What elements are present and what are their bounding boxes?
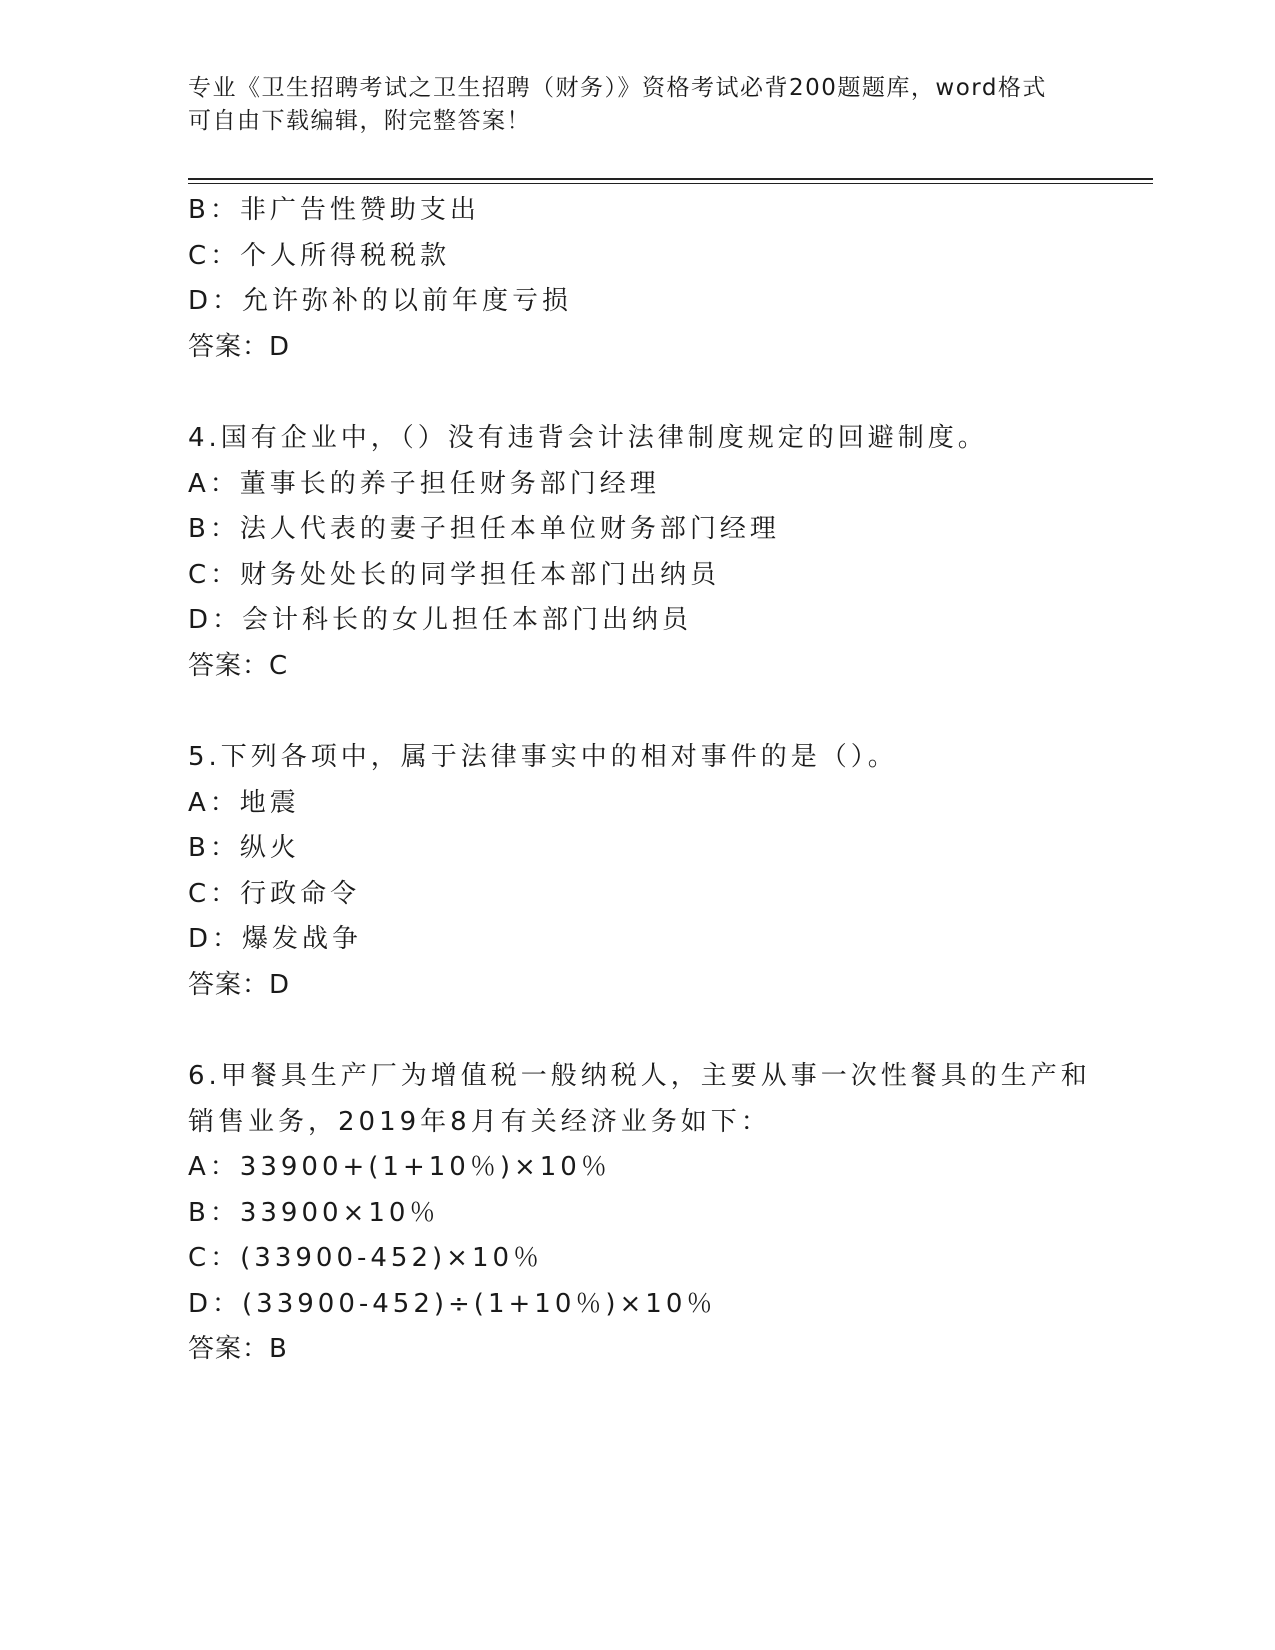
answer-line: 答案：B (188, 1334, 288, 1364)
question-5 (188, 735, 1088, 1008)
option-d: D：(33900-452)÷(1+10％)×10％ (188, 1288, 717, 1319)
question-6 (188, 1054, 1091, 1373)
option-a: A：董事长的养子担任财务部门经理 (188, 468, 660, 499)
answer-line: 答案：D (188, 331, 291, 362)
question-list (188, 188, 1091, 1373)
option-a: A：地震 (188, 787, 300, 818)
option-b: B：33900×10％ (188, 1197, 440, 1228)
option-b: B：纵火 (188, 833, 300, 863)
option-c: C：行政命令 (188, 878, 361, 909)
question-stem-line-2: 销售业务，2019年8月有关经济业务如下： (188, 1106, 771, 1137)
question-3-continued (188, 188, 1088, 370)
answer-line: 答案：C (188, 650, 289, 681)
option-b: B：法人代表的妻子担任本单位财务部门经理 (188, 514, 780, 544)
option-c: C：(33900-452)×10％ (188, 1243, 544, 1273)
page-header (188, 72, 1068, 138)
option-a: A：33900+(1+10％)×10％ (188, 1152, 611, 1182)
option-c: C：财务处处长的同学担任本部门出纳员 (188, 559, 721, 590)
header-divider-thin (188, 183, 1153, 184)
header-divider (188, 178, 1153, 180)
option-d: D：爆发战争 (188, 924, 363, 954)
question-4 (188, 416, 1088, 689)
option-d: D：会计科长的女儿担任本部门出纳员 (188, 605, 693, 635)
option-d: D：允许弥补的以前年度亏损 (188, 286, 573, 316)
header-line-1: 专业《卫生招聘考试之卫生招聘（财务）》资格考试必背200题题库，word格式 (188, 75, 1047, 101)
question-stem: 5.下列各项中，属于法律事实中的相对事件的是（）。 (188, 742, 898, 772)
question-stem-line-1: 6.甲餐具生产厂为增值税一般纳税人，主要从事一次性餐具的生产和 (188, 1061, 1091, 1091)
header-line-2: 可自由下载编辑，附完整答案！ (188, 108, 531, 134)
option-c: C：个人所得税税款 (188, 240, 451, 271)
question-stem: 4.国有企业中，（）没有违背会计法律制度规定的回避制度。 (188, 423, 988, 453)
option-b: B：非广告性赞助支出 (188, 195, 480, 225)
answer-line: 答案：D (188, 969, 291, 1000)
